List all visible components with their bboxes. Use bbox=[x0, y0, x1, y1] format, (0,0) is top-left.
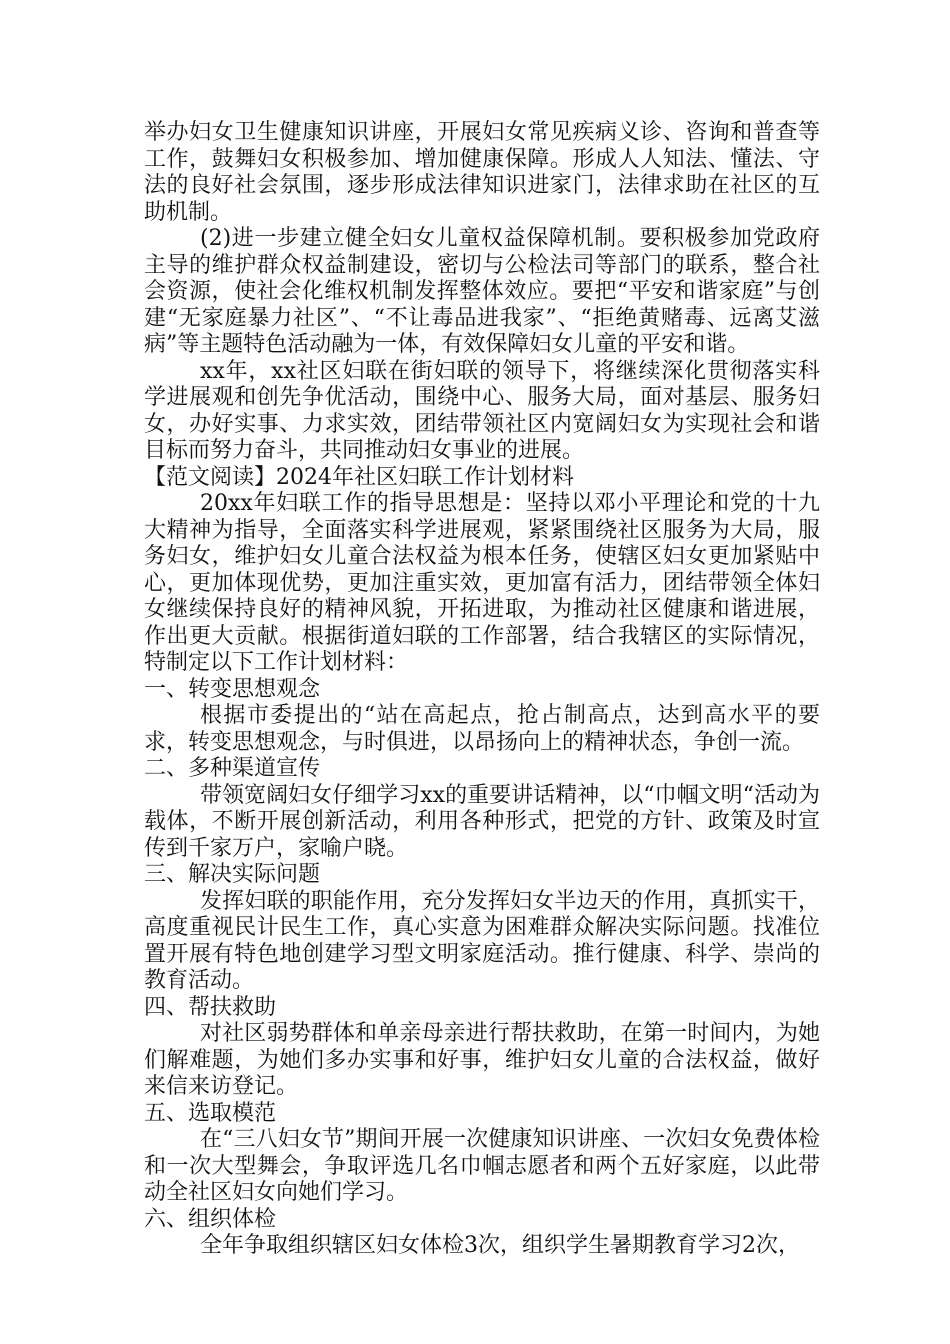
paragraph-health-checks: 全年争取组织辖区妇女体检3次，组织学生暑期教育学习2次， bbox=[200, 1233, 800, 1258]
paragraph-assistance: 对社区弱势群体和单亲母亲进行帮扶救助，在第一时间内，为她们解难题，为她们多办实事和好事，维护妇女儿童的合法权益，做好来信来访登记。 bbox=[144, 1021, 820, 1099]
heading-publicity: 二、多种渠道宣传 bbox=[144, 756, 321, 781]
paragraph-publicity: 带领宽阔妇女仔细学习xx的重要讲话精神，以“巾帼文明“活动为载体，不断开展创新活动，利用各种形式，把党的方针、政策及时宣传到千家万户，家喻户晓。 bbox=[144, 782, 820, 861]
paragraph-solve-problems: 发挥妇联的职能作用，充分发挥妇女半边天的作用，真抓实干，高度重视民计民生工作，真心实意为困难群众解决实际问题。找准位置开展有特色地创建学习型文明家庭活动。推行健康、科学、崇尚的教育活动。 bbox=[144, 888, 820, 993]
heading-change-thinking: 一、转变思想观念 bbox=[144, 676, 321, 702]
heading-assistance: 四、帮扶救助 bbox=[144, 994, 277, 1020]
heading-select-models: 五、选取模范 bbox=[144, 1100, 277, 1126]
section-title-sample-reading: 【范文阅读】2024年社区妇联工作计划材料 bbox=[144, 464, 574, 490]
paragraph-change-thinking: 根据市委提出的“站在高起点，抢占制高点，达到高水平的要求，转变思想观念，与时俱进，以昂扬向上的精神状态，争创一流。 bbox=[144, 703, 820, 755]
paragraph-yearly-goal: xx年，xx社区妇联在街妇联的领导下，将继续深化贯彻落实科学进展观和创先争优活动，围绕中心、服务大局，面对基层、服务妇女，办好实事、力求实效，团结带领社区内宽阔妇女为实现社会和谐目标而努力奋斗，共同推动妇女事业的进展。 bbox=[144, 358, 820, 463]
heading-solve-problems: 三、解决实际问题 bbox=[144, 862, 321, 887]
paragraph-select-models: 在“三八妇女节”期间开展一次健康知识讲座、一次妇女免费体检和一次大型舞会，争取评选几名巾帼志愿者和两个五好家庭，以此带动全社区妇女向她们学习。 bbox=[144, 1127, 820, 1205]
paragraph-guiding-ideology: 20xx年妇联工作的指导思想是：坚持以邓小平理论和党的十九大精神为指导，全面落实科学进展观，紧紧围绕社区服务为大局，服务妇女，维护妇女儿童合法权益为根本任务，使辖区妇女更加紧贴中心，更加体现优势，更加注重实效，更加富有活力，团结带领全体妇女继续保持良好的精神风貌，开拓进取，为推动社区健康和谐进展，作出更大贡献。根据街道妇联的工作部署，结合我辖区的实际情况，特制定以下工作计划材料： bbox=[144, 491, 820, 675]
paragraph-rights-mechanism: (2)进一步建立健全妇女儿童权益保障机制。要积极参加党政府主导的维护群众权益制建设，密切与公检法司等部门的联系，整合社会资源，使社会化维权机制发挥整体效应。要把“平安和谐家庭”与创建“无家庭暴力社区”、“不让毒品进我家”、“拒绝黄赌毒、远离艾滋病”等主题特色活动融为一体，有效保障妇女儿童的平安和谐。 bbox=[144, 226, 820, 357]
heading-health-checks: 六、组织体检 bbox=[144, 1206, 277, 1232]
document-body bbox=[144, 120, 820, 1260]
paragraph-health-lectures: 举办妇女卫生健康知识讲座，开展妇女常见疾病义诊、咨询和普查等工作，鼓舞妇女积极参加、增加健康保障。形成人人知法、懂法、守法的良好社会氛围，逐步形成法律知识进家门，法律求助在社区的互助机制。 bbox=[144, 120, 820, 225]
